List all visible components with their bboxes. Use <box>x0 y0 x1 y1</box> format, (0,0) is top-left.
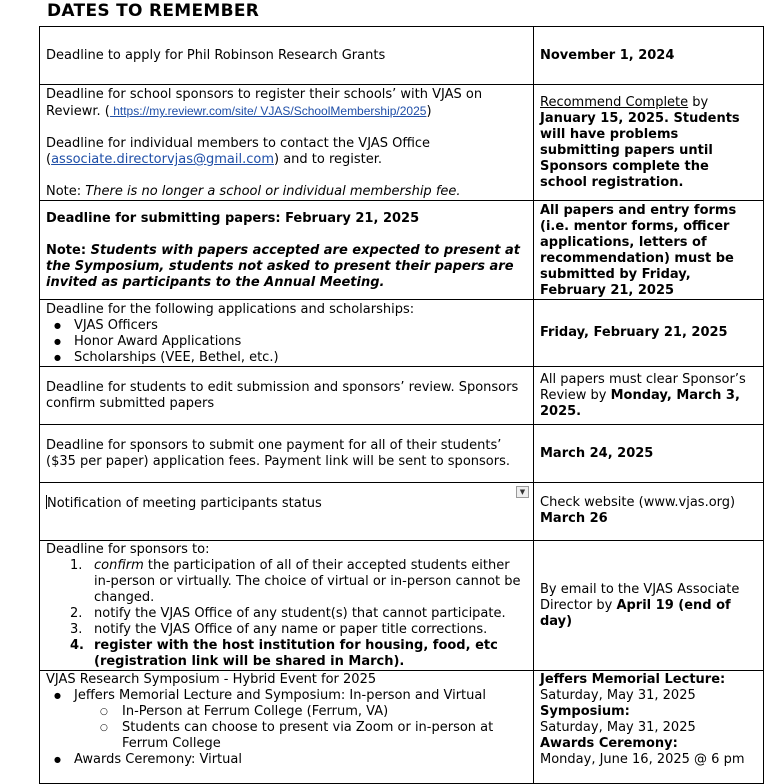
date-text: by <box>688 95 709 110</box>
list-item: ● Jeffers Memorial Lecture and Symposium: In-person and Virtual ○ In-Person at Ferrum College (Ferrum, VA) ○ Students can choose to present via Zoom or in-person at Ferrum College <box>74 688 527 752</box>
date-cell <box>534 27 764 85</box>
list-item: ○ Students can choose to present via Zoom or in-person at Ferrum College <box>122 720 527 752</box>
event-text: Deadline to apply for Phil Robinson Research Grants <box>46 47 386 63</box>
date-cell <box>534 300 764 367</box>
date-text: January 15, 2025. Students will have problems submitting papers until Sponsors complete the school registration. <box>540 111 740 190</box>
date-text: March 26 <box>540 511 608 526</box>
table-row <box>40 367 764 425</box>
table-row <box>40 483 764 541</box>
date-cell <box>534 425 764 483</box>
list-item: ● Scholarships (VEE, Bethel, etc.) <box>74 350 527 366</box>
date-text: Saturday, May 31, 2025 <box>540 688 696 703</box>
date-text: November 1, 2024 <box>540 47 675 63</box>
table-row <box>40 201 764 300</box>
table-row <box>40 85 764 201</box>
sponsor-task-list <box>46 558 527 670</box>
symposium-list <box>46 688 527 768</box>
event-text: VJAS Research Symposium - Hybrid Event for 2025 <box>46 672 377 687</box>
event-text: Deadline for sponsors to: <box>46 542 210 557</box>
event-text: Notification of meeting participants status <box>47 496 322 511</box>
list-item: ● Awards Ceremony: Virtual <box>74 752 527 768</box>
list-item: ● Honor Award Applications <box>74 334 527 350</box>
date-label: Awards Ceremony: <box>540 736 678 751</box>
dropdown-arrow-icon[interactable]: ▼ <box>516 486 529 498</box>
date-text: Friday, February 21, 2025 <box>540 325 728 340</box>
event-text: Deadline for school sponsors to register their schools’ with VJAS on Reviewr. ( <box>46 87 483 119</box>
sub-list <box>74 704 527 752</box>
date-text: By email to the VJAS Associate Director by <box>540 581 740 613</box>
event-cell <box>40 483 534 541</box>
date-cell <box>534 541 764 671</box>
event-cell <box>40 541 534 671</box>
event-cell <box>40 425 534 483</box>
list-item: 3. notify the VJAS Office of any name or paper title corrections. <box>70 622 488 637</box>
date-label: Jeffers Memorial Lecture: <box>540 672 726 687</box>
event-text: ) and to register. <box>274 152 383 167</box>
date-label: Symposium: <box>540 704 630 719</box>
page-title: DATES TO REMEMBER <box>47 1 260 21</box>
scholarship-list <box>46 318 527 366</box>
date-text: All papers must clear Sponsor’s Review by <box>540 371 746 403</box>
table-row <box>40 27 764 85</box>
date-cell <box>534 201 764 300</box>
list-item: ○ In-Person at Ferrum College (Ferrum, VA) <box>122 704 527 720</box>
event-cell <box>40 367 534 425</box>
date-text: Saturday, May 31, 2025 <box>540 720 696 735</box>
table-row <box>40 300 764 367</box>
date-text: All papers and entry forms (i.e. mentor forms, officer applications, letters of recommendation) must be submitted by Friday, February 21, 2025 <box>540 203 737 298</box>
dates-table <box>39 26 764 784</box>
date-text: Check website (www.vjas.org) <box>540 495 736 510</box>
note-label: Note: <box>46 243 91 258</box>
event-cell <box>40 27 534 85</box>
event-cell <box>40 671 534 784</box>
event-text: Deadline for individual members to contact the VJAS Office ( <box>46 136 431 167</box>
date-text: Recommend Complete <box>540 95 689 110</box>
event-cell <box>40 201 534 300</box>
event-text: Deadline for sponsors to submit one payment for all of their students’ ($35 per paper) application fees. Payment link will be sent to sponsors. <box>46 437 510 469</box>
date-text: April 19 (end of day) <box>540 597 731 629</box>
date-cell <box>534 367 764 425</box>
list-item: 2. notify the VJAS Office of any student(s) that cannot participate. <box>70 606 506 621</box>
date-text: Monday, June 16, 2025 @ 6 pm <box>540 752 745 767</box>
note-label: Note: <box>46 184 86 199</box>
event-text: Deadline for submitting papers: February 21, 2025 <box>46 211 420 226</box>
date-cell <box>534 671 764 784</box>
note-text: Students with papers accepted are expected to present at the Symposium, students not asked to present their papers are invited as participants to the Annual Meeting. <box>46 243 520 290</box>
table-row <box>40 425 764 483</box>
table-row <box>40 541 764 671</box>
date-text: March 24, 2025 <box>540 445 654 461</box>
list-item: 4. register with the host institution for housing, food, etc (registration link will be shared in March). <box>70 638 498 669</box>
date-cell <box>534 483 764 541</box>
event-cell <box>40 300 534 367</box>
list-item: ● VJAS Officers <box>74 318 527 334</box>
email-link[interactable]: associate.directorvjas@gmail.com <box>51 152 275 167</box>
reviewr-link[interactable]: https://my.reviewr.com/site/ VJAS/SchoolMembership/2025 <box>109 104 427 118</box>
table-row <box>40 671 764 784</box>
list-item: 1. confirm the participation of all of their accepted students either in-person or virtually. The choice of virtual or in-person cannot be changed. <box>70 558 521 605</box>
event-text: Deadline for students to edit submission and sponsors’ review. Sponsors confirm submitted papers <box>46 379 519 411</box>
note-text: There is no longer a school or individual membership fee. <box>85 184 461 199</box>
event-text: Deadline for the following applications and scholarships: <box>46 302 415 317</box>
event-cell <box>40 85 534 201</box>
event-text: ) <box>426 104 432 119</box>
date-text: Monday, March 3, 2025. <box>540 387 740 419</box>
date-cell <box>534 85 764 201</box>
